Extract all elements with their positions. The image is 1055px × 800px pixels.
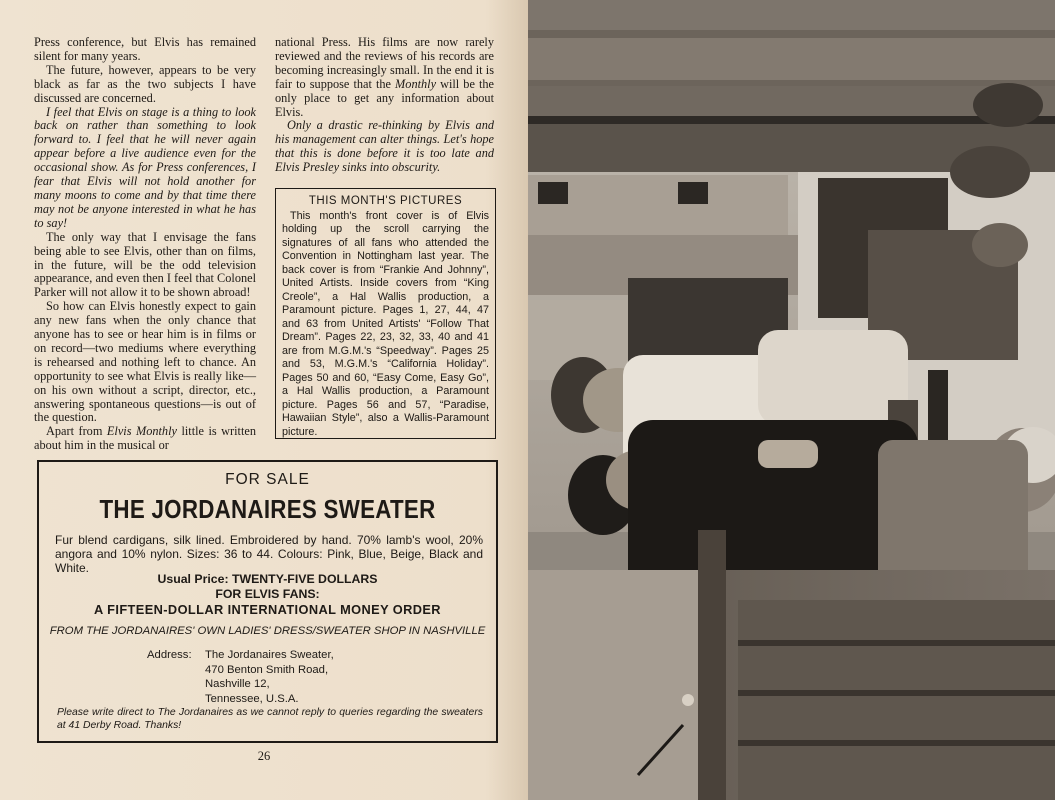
- ad-title: THE JORDANAIRES SWEATER: [99, 494, 436, 524]
- box-title: THIS MONTH'S PICTURES: [308, 195, 463, 207]
- text-run: will be the only place to get any information about Elvis.: [275, 76, 494, 119]
- paragraph: So how can Elvis honestly expect to gain any new fans when the only chance that anyone has to see or hear him is in films or on record—two mediums where everything is rehearsed and nothing left to chance. An opportunity to see what Elvis is really like—on his own without a script, director, etc., answering spontaneous questions—is out of the question.: [34, 299, 256, 425]
- ad-description: Fur blend cardigans, silk lined. Embroidered by hand. 70% lamb's wool, 20% angora and 10% nylon. Sizes: 36 to 44. Colours: Pink, Blue, Beige, Black and White.: [55, 533, 483, 576]
- ad-price-block: [39, 572, 496, 617]
- box-body: This month's front cover is of Elvis holding up the scroll carrying the signatures of all fans who attended the Convention in Nottingham last year. The back cover is from “Frankie And Johnny”, United Artists. Inside covers from “King Creole”, a Hal Wallis production, a Paramount picture. Pages 1, 27, 44, 47 and 63 from United Artists' “Follow That Dream”. Pages 22, 23, 32, 33, 40 and 41 are from M.G.M.'s “Speedway”. Pages 25 and 53, M.G.M.'s “California Holiday”. Pages 50 and 60, “Easy Come, Easy Go”, a Hal Wallis production, a Paramount picture. Pages 56 and 57, “Paradise, Hawaiian Style”, also a Wallis-Paramount picture.: [282, 209, 489, 438]
- usual-price: Usual Price: TWENTY-FIVE DOLLARS: [157, 572, 378, 586]
- fans-label: FOR ELVIS FANS:: [215, 587, 320, 601]
- ad-for-sale: FOR SALE: [225, 471, 310, 488]
- film-still-photo: [528, 0, 1055, 800]
- address-line: 470 Benton Smith Road,: [205, 663, 329, 676]
- text-run: little is written about him in the musical or: [34, 424, 256, 453]
- article-column-right: [275, 36, 494, 175]
- address-line: Nashville 12,: [205, 678, 270, 691]
- magazine-title: Elvis Monthly: [106, 424, 177, 439]
- paragraph: [34, 425, 256, 453]
- ad-note: Please write direct to The Jordanaires as we cannot reply to queries regarding the sweaters at 41 Derby Road. Thanks!: [57, 707, 483, 731]
- text-run: national Press. His films are now rarely reviewed and the reviews of his records are becoming increasingly small. In the end it is fair to suppose that the: [275, 35, 494, 91]
- italic-paragraph: Only a drastic re-thinking by Elvis and his management can alter things. Let's hope that this is done before it is too late and Elvis Presley sinks into obscurity.: [275, 118, 494, 175]
- ad-shop-line: FROM THE JORDANAIRES' OWN LADIES' DRESS/SWEATER SHOP IN NASHVILLE: [49, 625, 486, 637]
- italic-paragraph: I feel that Elvis on stage is a thing to look back on rather than something to look forward to. I feel that he will never again appear before a live audience even for the occasional show. As for Press conferences, I fear that Elvis will not hold another for many moons to come and by that time there may not be anyone interested in what he has to say!: [34, 104, 256, 230]
- photo-illustration: [528, 0, 1055, 800]
- address-line: The Jordanaires Sweater,: [205, 649, 334, 661]
- paragraph: [275, 36, 494, 119]
- paragraph: The only way that I envisage the fans being able to see Elvis, other than on films, in the future, will be the odd television appearance, and even then I feel that Colonel Parker will not allow it to be shown abroad!: [34, 229, 256, 300]
- paragraph: Press conference, but Elvis has remained silent for many years.: [34, 35, 256, 63]
- address-lines: [205, 648, 405, 706]
- pictures-credits-box: [275, 188, 496, 439]
- paragraph: [275, 119, 494, 175]
- text-run: Apart from: [46, 424, 107, 439]
- magazine-title: Monthly: [395, 76, 437, 91]
- article-column-left: [34, 36, 256, 453]
- sweater-advertisement: [37, 460, 498, 743]
- paragraph: [34, 106, 256, 231]
- fans-price: A FIFTEEN-DOLLAR INTERNATIONAL MONEY ORDER: [94, 602, 441, 617]
- address-label: Address:: [147, 649, 192, 661]
- paragraph: The future, however, appears to be very black as far as the two subjects I have discussed are concerned.: [34, 62, 256, 105]
- address-line: Tennessee, U.S.A.: [205, 692, 299, 705]
- page-number: 26: [257, 749, 271, 763]
